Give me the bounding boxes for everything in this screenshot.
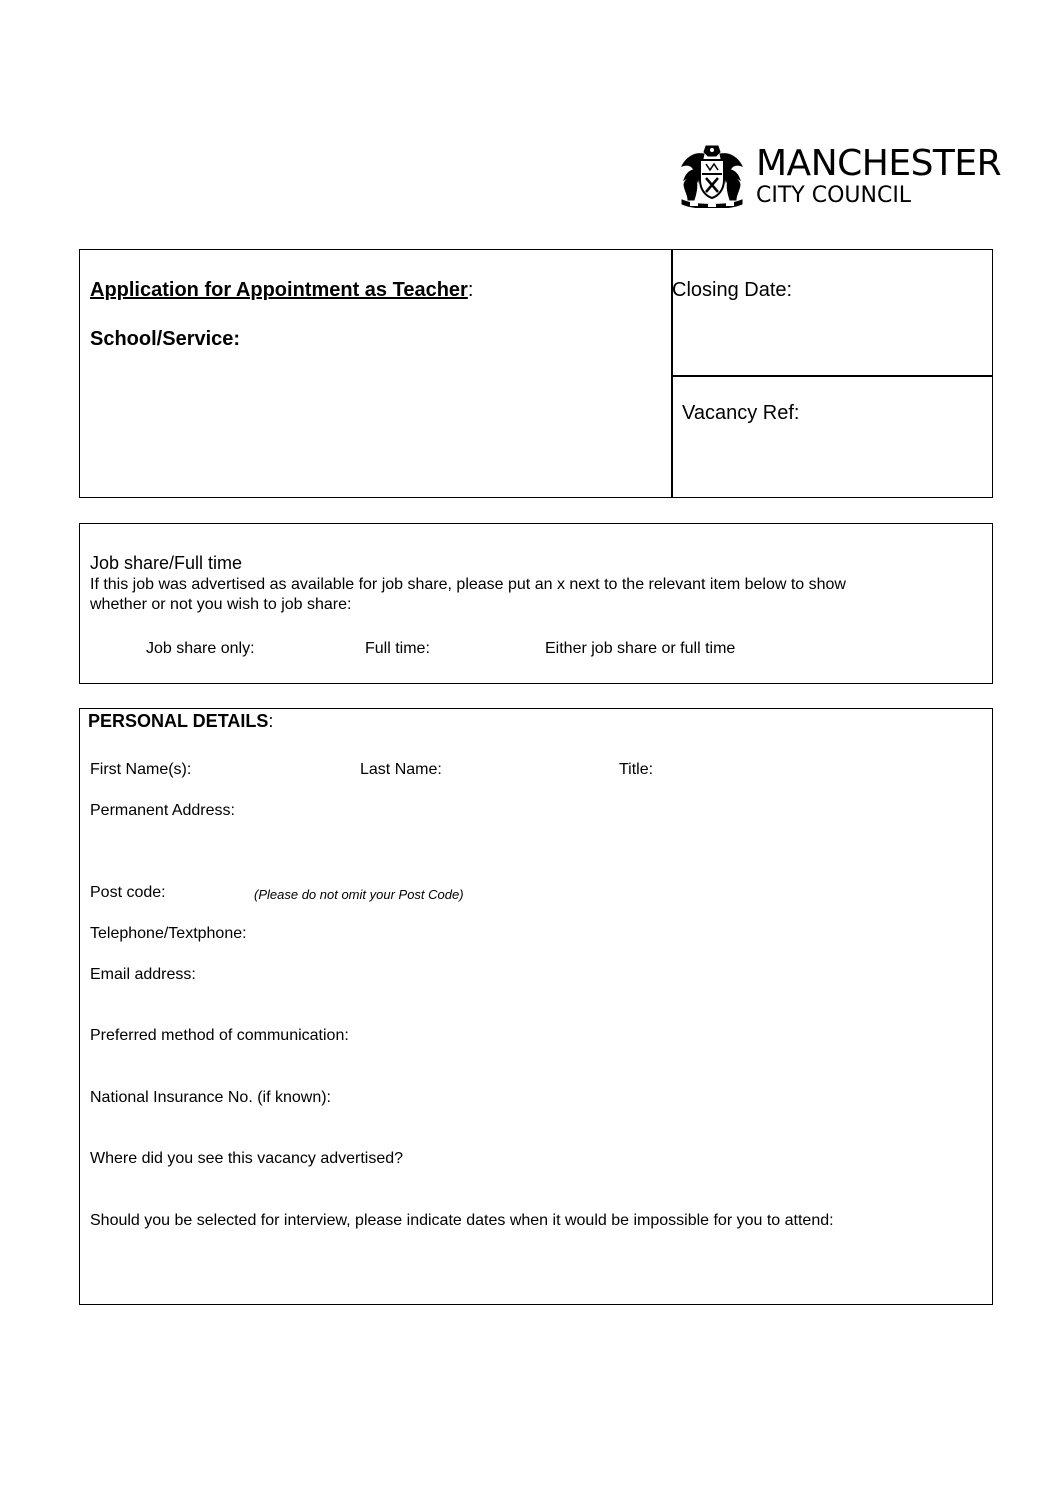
vacancy-ref-label: Vacancy Ref:: [682, 402, 800, 424]
logo-text-city-council: CITY COUNCIL: [756, 183, 912, 208]
job-share-heading: Job share/Full time: [90, 553, 243, 573]
logo-text-manchester: MANCHESTER: [756, 143, 1002, 184]
personal-details-heading-text: PERSONAL DETAILS: [88, 711, 269, 731]
communication-method-label: Preferred method of communication:: [90, 1027, 349, 1044]
national-insurance-label: National Insurance No. (if known):: [90, 1089, 331, 1106]
divider-horizontal: [671, 375, 992, 377]
interview-dates-label: Should you be selected for interview, please indicate dates when it would be impossible for you to attend:: [90, 1212, 834, 1229]
coat-of-arms-icon: [676, 144, 748, 208]
permanent-address-label: Permanent Address:: [90, 802, 235, 819]
school-service-label: School/Service:: [90, 328, 241, 350]
option-job-share-only: Job share only:: [146, 640, 255, 657]
option-either: Either job share or full time: [545, 640, 736, 657]
job-share-instructions-line1: If this job was advertised as available for job share, please put an x next to the relevant item below to show: [90, 576, 846, 593]
personal-details-box: [79, 708, 993, 1305]
personal-details-heading: [88, 710, 273, 732]
vacancy-source-label: Where did you see this vacancy advertised?: [90, 1150, 404, 1167]
telephone-label: Telephone/Textphone:: [90, 925, 247, 942]
application-header-box: [79, 249, 993, 498]
closing-date-label: Closing Date:: [672, 279, 793, 301]
postcode-note: (Please do not omit your Post Code): [254, 887, 464, 902]
job-share-instructions-line2: whether or not you wish to job share:: [90, 596, 352, 613]
email-label: Email address:: [90, 966, 196, 983]
title-label: Title:: [619, 761, 654, 778]
option-full-time: Full time:: [365, 640, 430, 657]
application-title-text: Application for Appointment as Teacher: [90, 279, 468, 301]
postcode-label: Post code:: [90, 884, 166, 901]
last-name-label: Last Name:: [360, 761, 442, 778]
application-title-suffix: :: [467, 279, 474, 301]
manchester-city-council-logo: [676, 143, 1002, 210]
personal-details-heading-suffix: :: [268, 711, 274, 731]
first-name-label: First Name(s):: [90, 761, 192, 778]
application-title: [90, 278, 473, 302]
job-share-box: [79, 523, 993, 684]
